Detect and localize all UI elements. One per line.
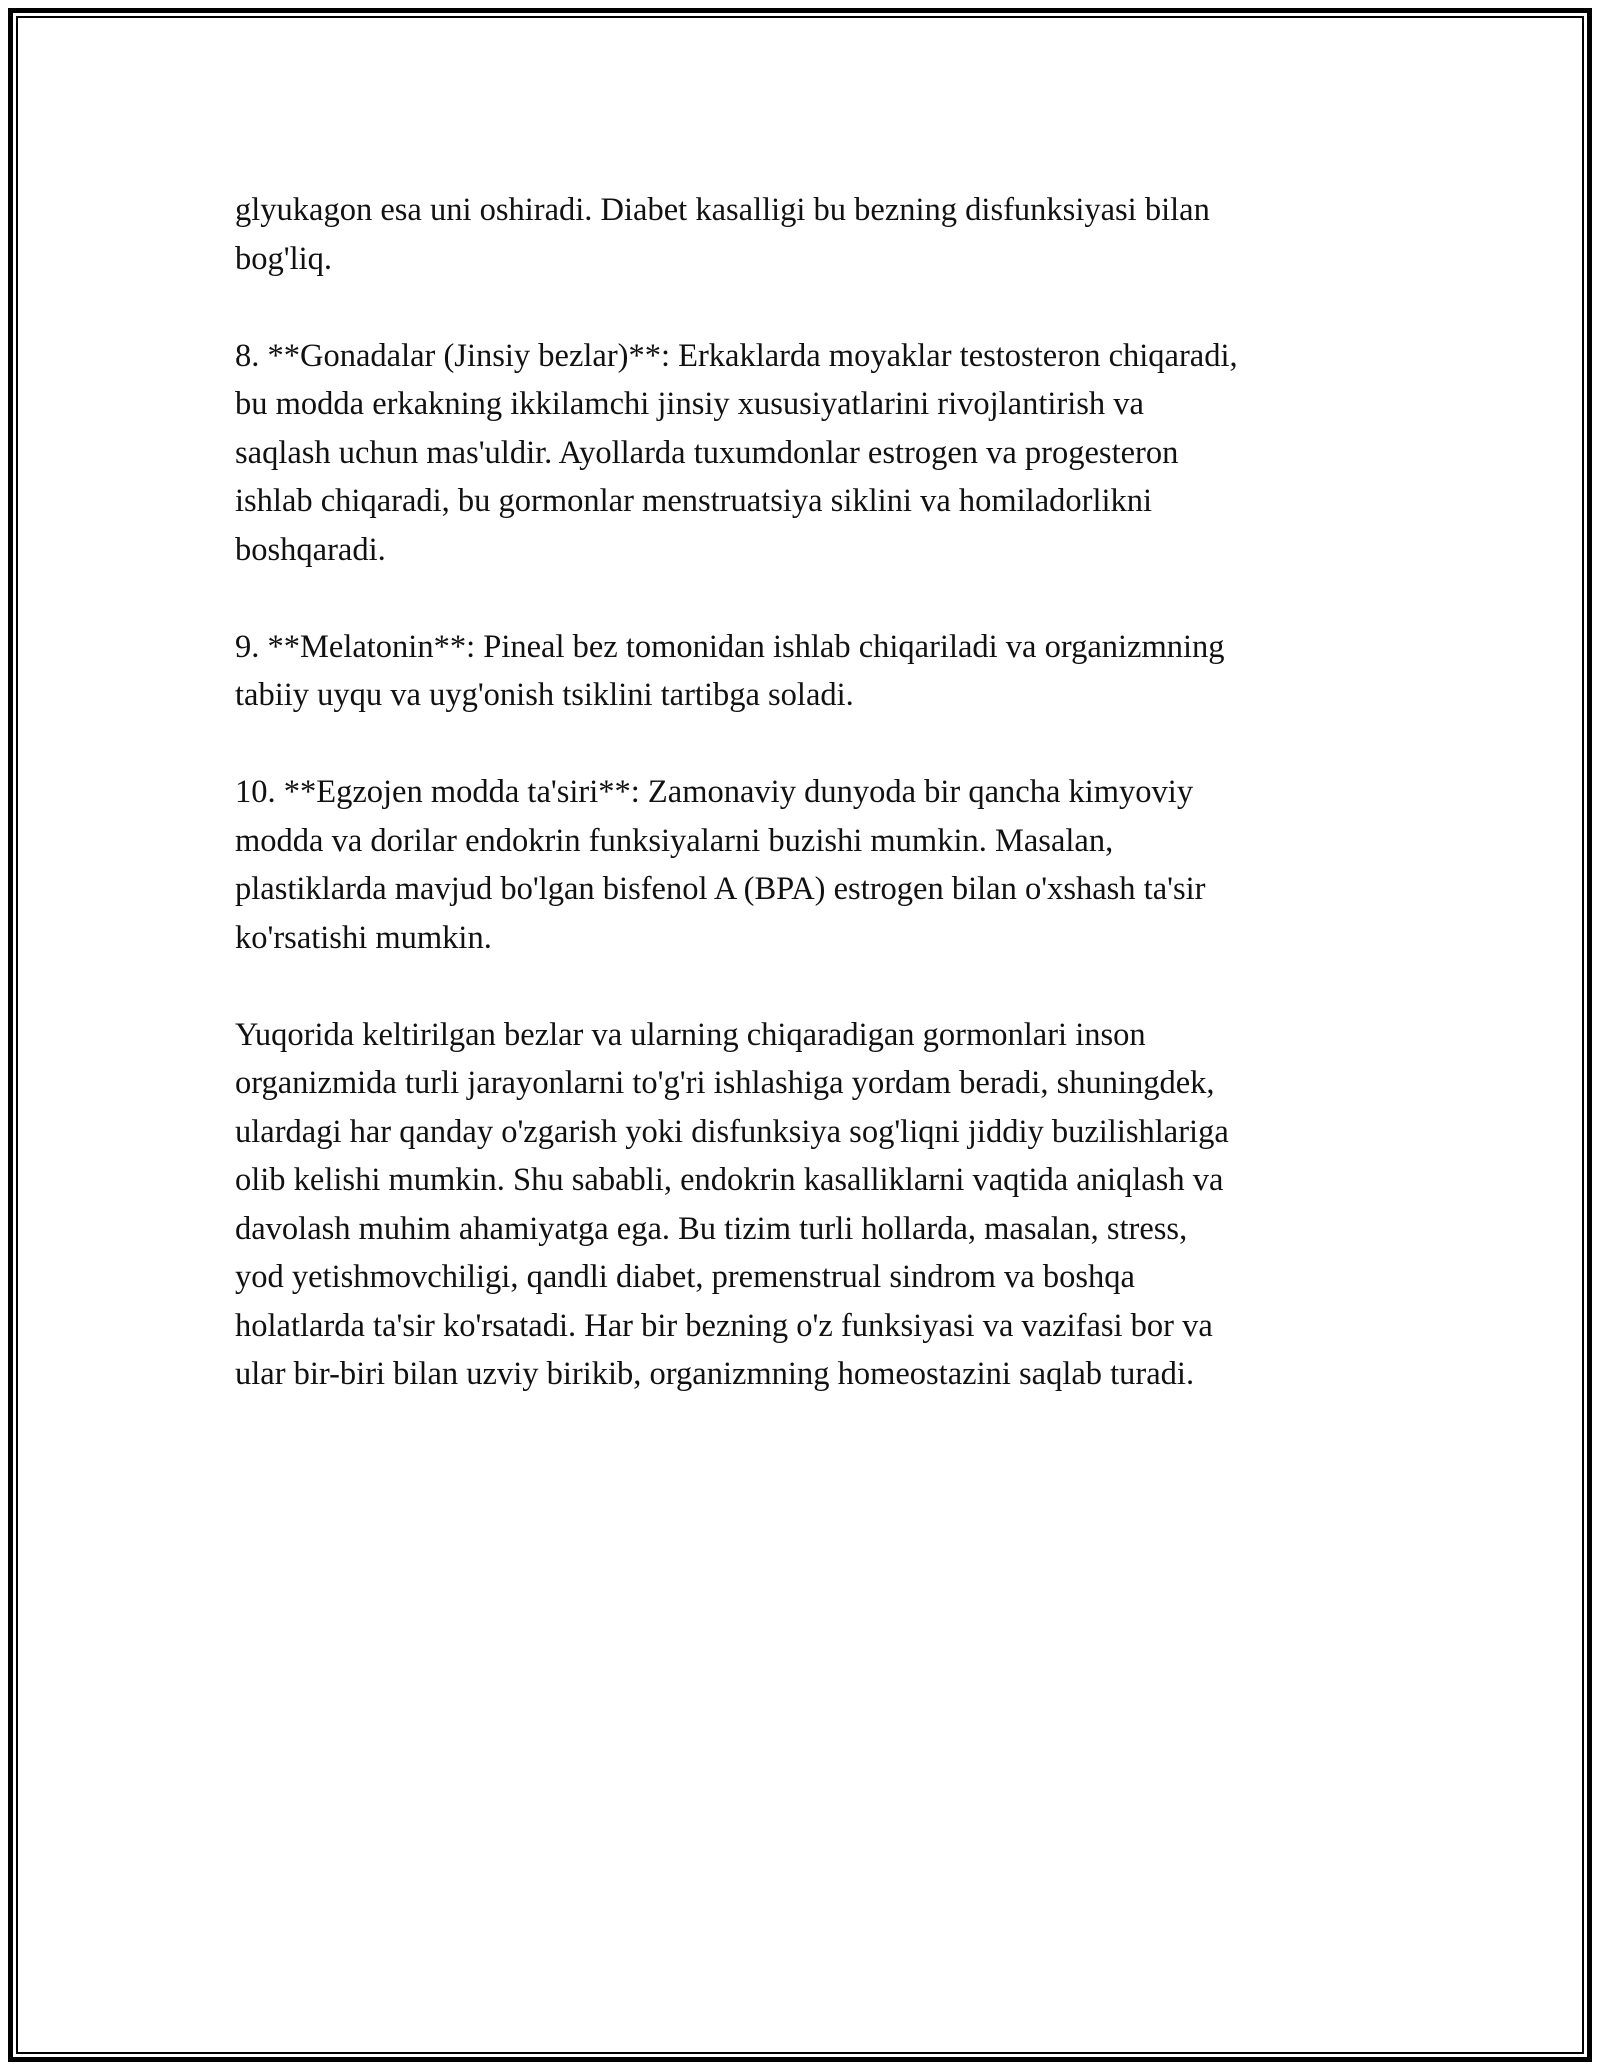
text-line: 8. **Gonadalar (Jinsiy bezlar)**: Erkaklarda moyaklar testosteron chiqaradi, — [235, 337, 1238, 374]
text-line: saqlash uchun mas'uldir. Ayollarda tuxumdonlar estrogen va progesteron — [235, 434, 1179, 471]
document-body — [235, 186, 1385, 1447]
text-line: boshqaradi. — [235, 531, 386, 568]
text-line: yod yetishmovchiligi, qandli diabet, premenstrual sindrom va boshqa — [235, 1259, 1135, 1295]
text-line: ular bir-biri bilan uzviy birikib, organizmning homeostazini saqlab turadi. — [235, 1356, 1195, 1392]
text-line: bu modda erkakning ikkilamchi jinsiy xususiyatlarini rivojlantirish va — [235, 386, 1144, 422]
text-line: olib kelishi mumkin. Shu sababli, endokrin kasalliklarni vaqtida aniqlash va — [235, 1162, 1224, 1198]
text-line: davolash muhim ahamiyatga ega. Bu tizim turli hollarda, masalan, stress, — [235, 1210, 1188, 1247]
text-line: tabiiy uyqu va uyg'onish tsiklini tartibga soladi. — [235, 677, 854, 713]
text-line: ko'rsatishi mumkin. — [235, 919, 492, 956]
paragraph-glucagon-continuation — [235, 186, 1385, 283]
text-line: 9. **Melatonin**: Pineal bez tomonidan ishlab chiqariladi va organizmning — [235, 628, 1225, 665]
text-line: Yuqorida keltirilgan bezlar va ularning chiqaradigan gormonlari inson — [235, 1016, 1146, 1053]
text-line: 10. **Egzojen modda ta'siri**: Zamonaviy dunyoda bir qancha kimyoviy — [235, 774, 1194, 810]
paragraph-exogenous-substances — [235, 768, 1385, 962]
paragraph-melatonin — [235, 623, 1385, 720]
text-line: plastiklarda mavjud bo'lgan bisfenol A (BPA) estrogen bilan o'xshash ta'sir — [235, 871, 1206, 907]
paragraph-gonads — [235, 332, 1385, 575]
paragraph-summary — [235, 1011, 1385, 1399]
text-line: bog'liq. — [235, 240, 333, 277]
text-line: modda va dorilar endokrin funksiyalarni buzishi mumkin. Masalan, — [235, 822, 1114, 859]
text-line: ishlab chiqaradi, bu gormonlar menstruatsiya siklini va homiladorlikni — [235, 483, 1153, 519]
text-line: glyukagon esa uni oshiradi. Diabet kasalligi bu bezning disfunksiyasi bilan — [235, 192, 1210, 228]
text-line: ulardagi har qanday o'zgarish yoki disfunksiya sog'liqni jiddiy buzilishlariga — [235, 1113, 1229, 1150]
text-line: organizmida turli jarayonlarni to'g'ri ishlashiga yordam beradi, shuningdek, — [235, 1065, 1215, 1101]
text-line: holatlarda ta'sir ko'rsatadi. Har bir bezning o'z funksiyasi va vazifasi bor va — [235, 1307, 1213, 1344]
